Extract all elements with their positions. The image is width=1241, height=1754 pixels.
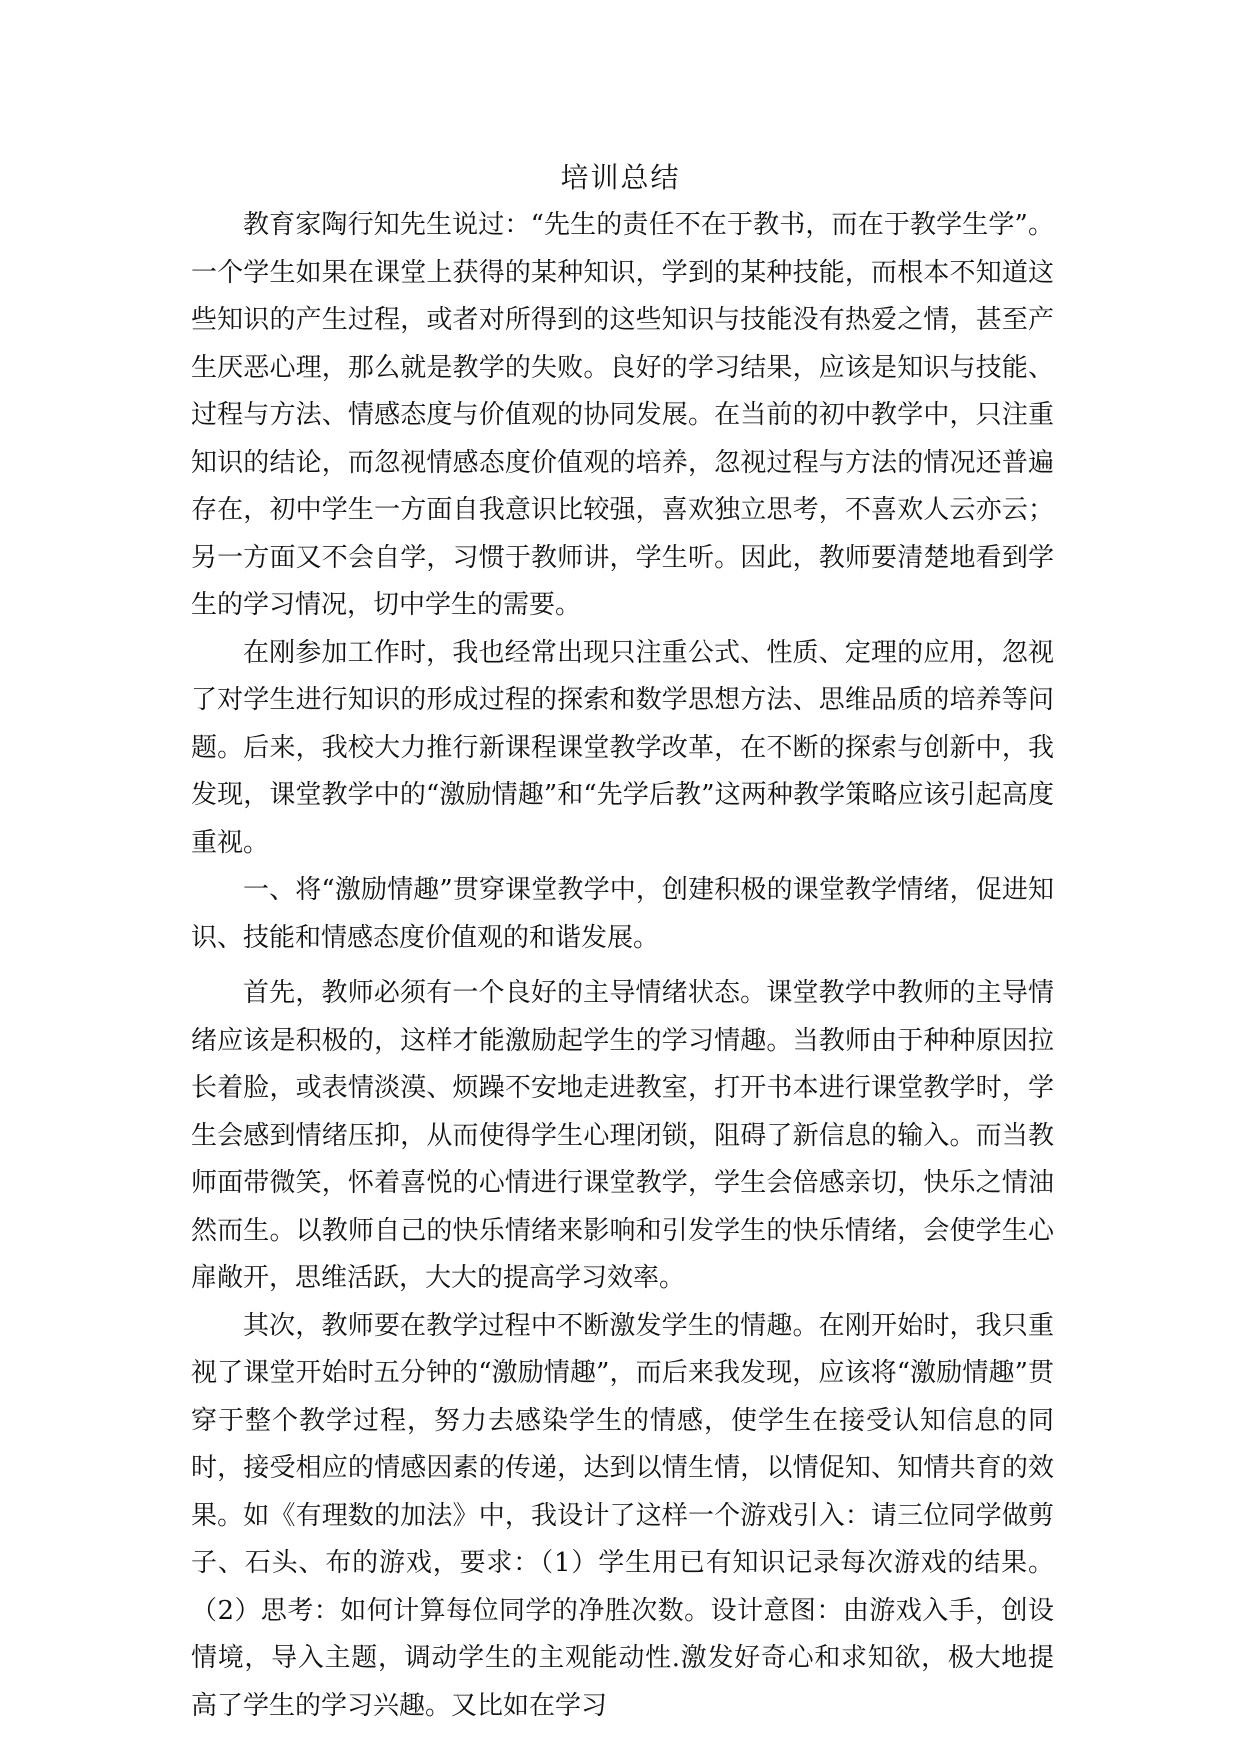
document-title: 培训总结 xyxy=(560,161,681,194)
paragraph-5: 其次，教师要在教学过程中不断激发学生的情趣。在刚开始时，我只重视了课堂开始时五分钟的“激励情趣”，而后来我发现，应该将“激励情趣”贯穿于整个教学过程，努力去感染学生的情感，使学生在接受认知信息的同时，接受相应的情感因素的传递，达到以情生情，以情促知、知情共育的效果。如《有理数的加法》中，我设计了这样一个游戏引入：请三位同学做剪子、石头、布的游戏，要求：（1）学生用已有知识记录每次游戏的结果。（2）思考：如何计算每位同学的净胜次数。设计意图：由游戏入手，创设情境，导入主题，调动学生的主观能动性.激发好奇心和求知欲，极大地提高了学生的学习兴趣。又比如在学习 xyxy=(191,1310,1054,1721)
paragraph-3: 一、将“激励情趣”贯穿课堂教学中，创建积极的课堂教学情绪，促进知识、技能和情感态度价值观的和谐发展。 xyxy=(191,875,1054,953)
paragraph-2: 在刚参加工作时，我也经常出现只注重公式、性质、定理的应用，忽视了对学生进行知识的形成过程的探索和数学思想方法、思维品质的培养等问题。后来，我校大力推行新课程课堂教学改革，在不断的探索与创新中，我发现，课堂教学中的“激励情趣”和“先学后教”这两种教学策略应该引起高度重视。 xyxy=(191,637,1054,858)
paragraph-1: 教育家陶行知先生说过：“先生的责任不在于教书，而在于教学生学”。一个学生如果在课堂上获得的某种知识，学到的某种技能，而根本不知道这些知识的产生过程，或者对所得到的这些知识与技能没有热爱之情，甚至产生厌恶心理，那么就是教学的失败。良好的学习结果，应该是知识与技能、过程与方法、情感态度与价值观的协同发展。在当前的初中教学中，只注重知识的结论，而忽视情感态度价值观的培养，忽视过程与方法的情况还普遍存在，初中学生一方面自我意识比较强，喜欢独立思考，不喜欢人云亦云；另一方面又不会自学，习惯于教师讲，学生听。因此，教师要清楚地看到学生的学习情况，切中学生的需要。 xyxy=(191,210,1054,620)
paragraph-4: 首先，教师必须有一个良好的主导情绪状态。课堂教学中教师的主导情绪应该是积极的，这样才能激励起学生的学习情趣。当教师由于种种原因拉长着脸，或表情淡漠、烦躁不安地走进教室，打开书本进行课堂教学时，学生会感到情绪压抑，从而使得学生心理闭锁，阻碍了新信息的输入。而当教师面带微笑，怀着喜悦的心情进行课堂教学，学生会倍感亲切，快乐之情油然而生。以教师自己的快乐情绪来影响和引发学生的快乐情绪，会使学生心扉敞开，思维活跃，大大的提高学习效率。 xyxy=(191,978,1054,1293)
document-body xyxy=(191,202,1054,1730)
